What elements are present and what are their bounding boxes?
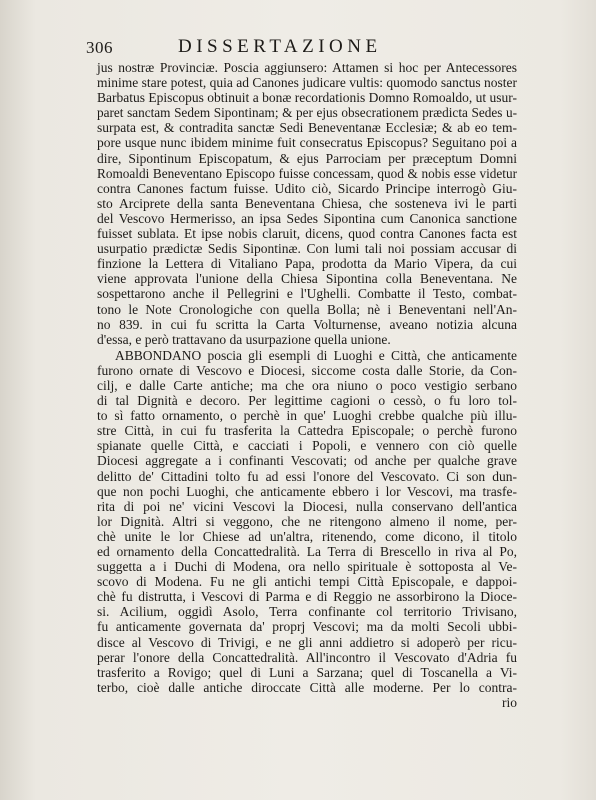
text-line: finzione la Lettera di Vitaliano Papa, prodotta da Mario Vipera, da cui [97,256,517,272]
text-line: to sì fatto ornamento, o perchè in que' Luoghi crebbe qualche più illu- [97,408,517,424]
text-line: rita di poi ne' vicini Vescovi la Diocesi, nulla conservano dell'antica [97,498,517,514]
body-text [97,60,517,710]
text-line: jus nostræ Provinciæ. Poscia aggiunsero: Attamen si hoc per Antecessores [97,60,517,75]
text-line: dire, Sipontinum Episcopatum, & ejus Parrociam per præceptum Domni [97,150,517,166]
text-line: trasferito a Rovigo; quel di Luni a Sarzana; quel di Toscanella a Vi- [97,664,517,680]
text-line: stre Città, in cui fu trasferita la Cattedra Episcopale; o perchè furono [97,423,517,439]
text-line: sto Arciprete della santa Beneventana Chiesa, che sosteneva ivi le parti [97,195,517,211]
text-line: di tal Dignità e decoro. Per legittime cagioni o cessò, o fu loro tol- [97,393,517,409]
text-line: minime stare potest, quia ad Canones judicare vultis: quomodo sanctus noster [97,75,517,91]
text-line: perar l'onore della Concattedralità. All'incontro il Vescovato d'Adria fu [97,649,517,665]
text-line: si. Acilium, oggidì Asolo, Terra confinante col territorio Trivisano, [97,604,517,620]
catchword: rio [502,694,517,710]
text-line: Diocesi aggregate a i confinanti Vescovati; od anche per qualche grave [97,453,517,469]
text-line: disce al Vescovo di Trivigi, e ne gli anni addietro si adoperò per ricu- [97,634,517,650]
page-header [86,36,506,58]
text-line: lor Dignità. Altri si veggono, che ne ritengono almeno il nome, per- [97,513,517,529]
text-line: que non pochi Luoghi, che anticamente ebbero i lor Vescovi, ma trasfe- [97,483,517,499]
text-line: no 839. in cui fu scritta la Carta Volturnense, aveano notizia alcuna [97,316,517,332]
text-line: viene approvata l'unione della Chiesa Sipontina colla Beneventana. Ne [97,271,517,287]
running-head: DISSERTAZIONE [178,36,382,57]
text-line: surpata est, & contradita sanctæ Sedi Beneventanæ Ecclesiæ; & ab eo tem- [97,120,517,136]
text-line: chè unite le lor Chiese ad un'altra, ritenendo, come dicono, il titolo [97,528,517,544]
text-line: Barbatus Episcopus obtinuit a bonæ recordationis Domno Romoaldo, ut usur- [97,90,517,106]
text-line: sospettarono anche il Pellegrini e l'Ughelli. Combatte il Testo, combat- [97,286,517,302]
text-line: delitto de' Cittadini tolto fu ad essi l'onore del Vescovato. Ci son dun- [97,468,517,484]
text-line: del Vescovo Hermerisso, an ipsa Sedes Sipontina cum Canonica sanctione [97,210,517,226]
text-line: suggetta a i Duchi di Modena, ora nello spirituale è sottoposta al Ve- [97,559,517,575]
text-line: scovo di Modena. Fu ne gli antichi tempi Città Episcopale, e dappoi- [97,574,517,590]
text-line: usurpatio prædictæ Sedis Sipontinæ. Con lumi tali noi possiam accusar di [97,241,517,257]
text-line: ed ornamento della Concattedralità. La Terra di Brescello in riva al Po, [97,544,517,559]
text-line: cilj, e dalle Carte antiche; ma che ora niuno o poco vestigio serbano [97,377,517,393]
text-line: spianate quelle Città, e cacciati i Popoli, e vennero con ciò quelle [97,438,517,454]
text-line: pore usque nunc ibidem minime fuit consecratus Episcopus? Seguitano poi a [97,135,517,151]
text-line: d'essa, e però trattavano da usurpazione quella unione. [97,331,391,347]
text-line: tono le Note Cronologiche con quella Bolla; nè i Beneventani nell'An- [97,301,517,317]
text-line: paret sanctam Sedem Sipontinam; & per ejus obsecrationem prædicta Sedes u- [97,105,517,121]
text-line: chè fu distrutta, i Vescovi di Parma e di Reggio ne assorbirono la Dioce- [97,589,517,605]
text-line: furono ornate di Vescovo e Diocesi, siccome costa dalle Storie, da Con- [97,362,517,378]
text-line: fuisset sublata. Et ipse nobis claruit, dicens, quod contra Canones facta est [97,226,517,242]
text-line: contra Canones factum fuisse. Udito ciò, Sicardo Principe interrogò Giu- [97,180,517,196]
text-line: Romoaldi Beneventano Episcopo fuisse concessam, quod & nobis esse videtur [97,165,517,181]
text-line: terbo, cioè dalle antiche diroccate Città alle moderne. Per lo contra- [97,679,517,695]
paragraph-start-line: ABBONDANO poscia gli esempli di Luoghi e Città, che anticamente [115,347,517,363]
page-number: 306 [86,38,113,57]
text-line: fu anticamente governata da' proprj Vescovi; ma da molti Secoli ubbi- [97,619,517,635]
